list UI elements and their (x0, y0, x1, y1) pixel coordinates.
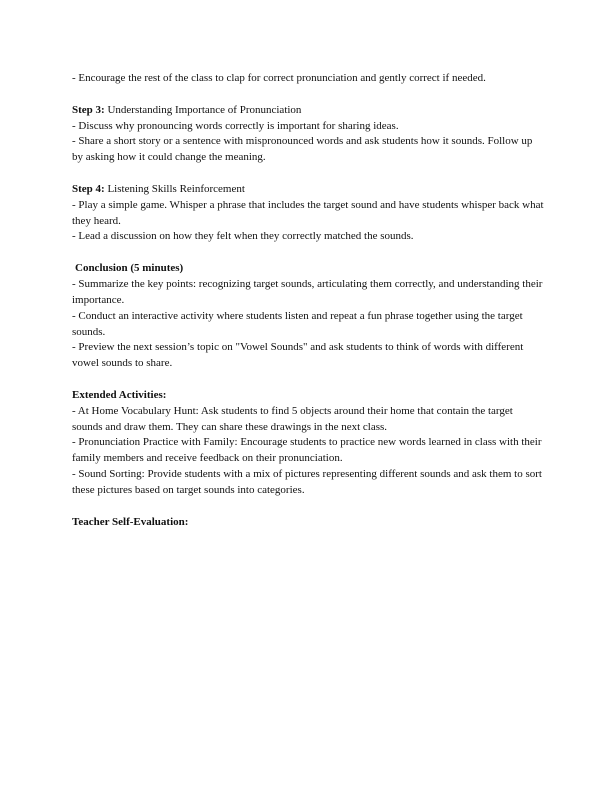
extended-activity-item: - Sound Sorting: Provide students with a mix of pictures representing different sounds and ask them to sort these pictures based on target sounds into categories. (72, 468, 542, 496)
step-4-label: Step 4: (72, 182, 105, 195)
step-4-bullet: - Play a simple game. Whisper a phrase that includes the target sound and have students whisper back what they heard. (72, 198, 544, 227)
spacer (72, 87, 544, 103)
extended-activity-item: - At Home Vocabulary Hunt: Ask students to find 5 objects around their home that contain the target sounds and draw them. They can share these drawings in the next class. (72, 404, 513, 433)
spacer (72, 499, 544, 515)
extended-activity-item: - Pronunciation Practice with Family: Encourage students to practice new words learned in class with their family members and receive feedback on their pronunciation. (72, 436, 542, 465)
teacher-self-evaluation-heading: Teacher Self-Evaluation: (72, 515, 189, 528)
step-3-label: Step 3: (72, 103, 105, 116)
spacer (72, 372, 544, 388)
step-4-bullet: - Lead a discussion on how they felt when they correctly matched the sounds. (72, 230, 414, 243)
spacer (72, 166, 544, 182)
step-3-heading (72, 103, 544, 119)
extended-activities-section (72, 388, 544, 499)
step-4-section (72, 182, 544, 245)
step-3-bullet: - Discuss why pronouncing words correctly is important for sharing ideas. (72, 119, 399, 132)
spacer (72, 245, 544, 261)
intro-bullet: - Encourage the rest of the class to clap for correct pronunciation and gently correct if needed. (72, 72, 486, 84)
step-4-title: Listening Skills Reinforcement (104, 182, 245, 195)
extended-activities-heading: Extended Activities: (72, 388, 167, 401)
conclusion-bullet: - Preview the next session’s topic on "Vowel Sounds" and ask students to think of words with different vowel sounds to share. (72, 341, 524, 370)
conclusion-section (72, 261, 544, 372)
conclusion-heading: Conclusion (5 minutes) (75, 262, 184, 275)
conclusion-bullet: - Conduct an interactive activity where students listen and repeat a fun phrase together using the target sounds. (72, 309, 523, 338)
teacher-self-evaluation-section (72, 515, 544, 531)
document-page (72, 71, 544, 530)
step-3-section (72, 103, 544, 166)
conclusion-bullet: - Summarize the key points: recognizing target sounds, articulating them correctly, and understanding their importance. (72, 277, 543, 306)
step-4-heading (72, 182, 544, 198)
step-3-title: Understanding Importance of Pronunciation (104, 103, 302, 116)
step-3-bullet: - Share a short story or a sentence with mispronounced words and ask students how it sounds. Follow up by asking how it could change the meaning. (72, 135, 533, 164)
